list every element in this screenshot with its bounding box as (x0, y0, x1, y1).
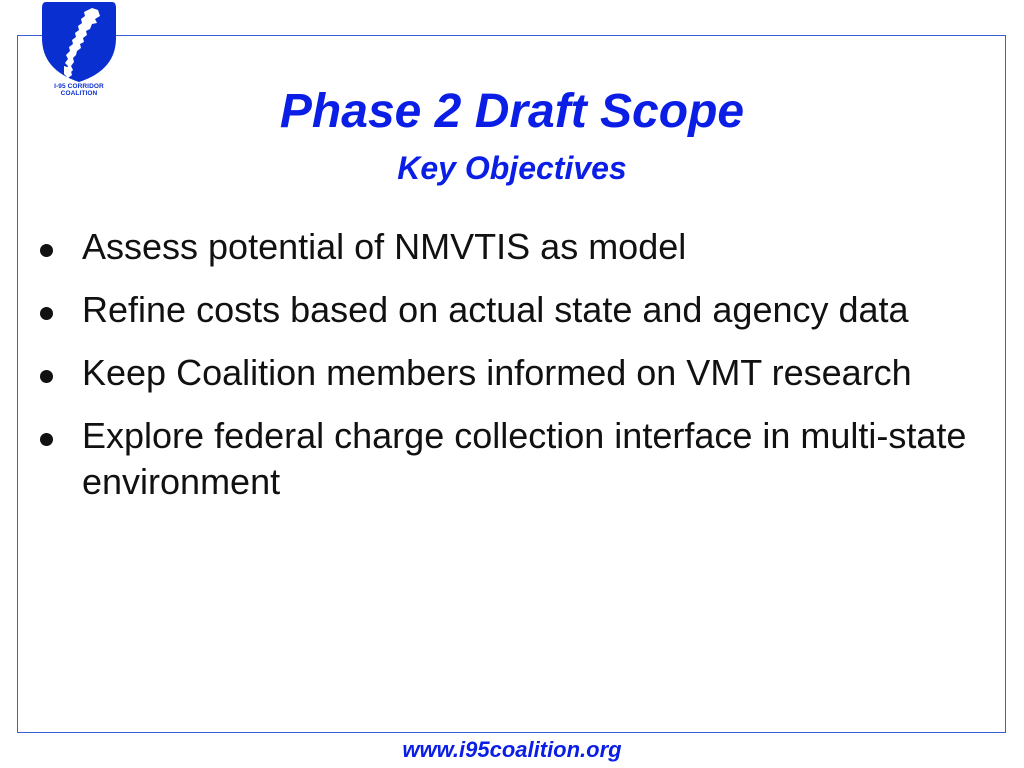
bullet-dot-icon (40, 244, 53, 257)
bullet-item (34, 350, 994, 396)
bullet-dot-icon (40, 433, 53, 446)
i95-corridor-map-shield-icon (40, 0, 118, 84)
bullet-text: Keep Coalition members informed on VMT research (82, 352, 912, 393)
bullet-item (34, 224, 994, 270)
bullet-dot-icon (40, 370, 53, 383)
slide-title: Phase 2 Draft Scope (279, 85, 745, 138)
bullet-dot-icon (40, 307, 53, 320)
bullet-item (34, 287, 994, 333)
footer-url-link[interactable]: www.i95coalition.org (402, 737, 622, 762)
bullet-text: Assess potential of NMVTIS as model (82, 226, 687, 267)
logo-line-1: I-95 CORRIDOR (54, 83, 104, 90)
bullet-text: Refine costs based on actual state and agency data (82, 289, 909, 330)
slide-subtitle: Key Objectives (397, 150, 627, 186)
logo-line-2: COALITION (60, 90, 98, 97)
bullet-item (34, 413, 994, 505)
bullet-text: Explore federal charge collection interface in multi-state environment (82, 415, 967, 502)
bullet-list (34, 224, 994, 522)
